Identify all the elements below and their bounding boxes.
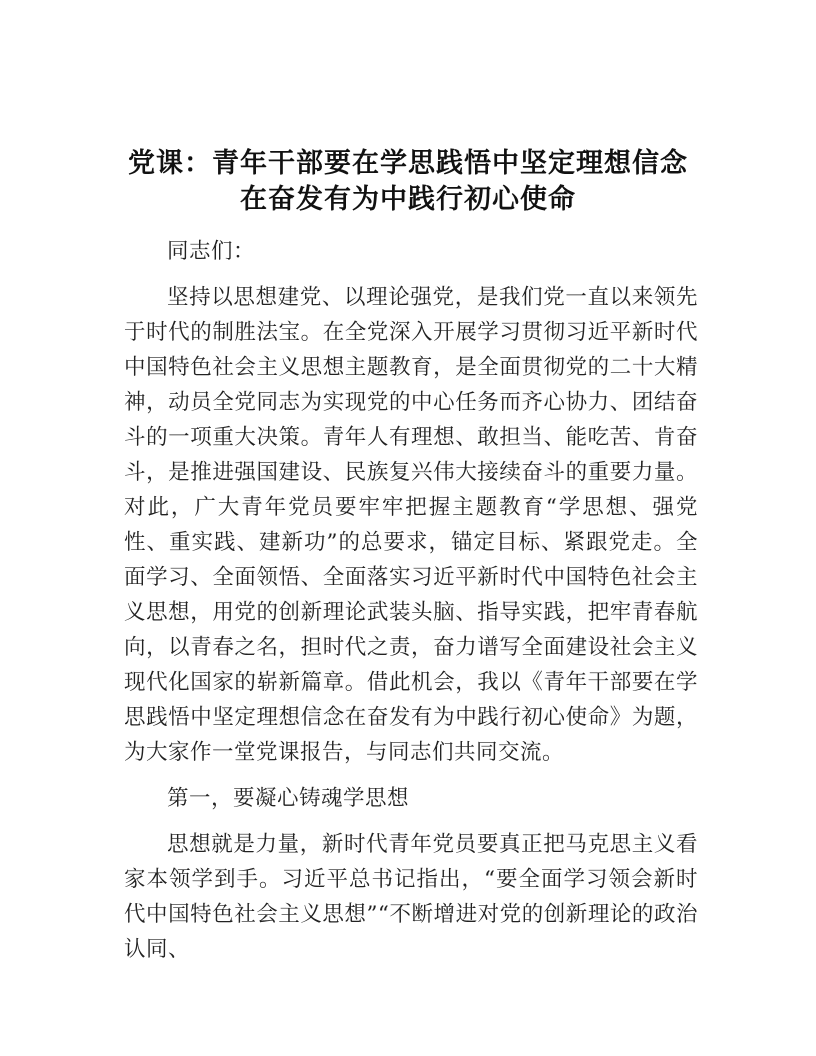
salutation: 同志们： [167, 239, 256, 264]
paragraph-first-section: 思想就是力量，新时代青年党员要真正把马克思主义看家本领学到手。习近平总书记指出，“要全面学习领会新时代中国特色社会主义思想”“不断增进对党的创新理论的政治认同、 [124, 832, 698, 962]
document-body [124, 234, 698, 967]
document-title-line-1: 党课：青年干部要在学思践悟中坚定理想信念 [128, 148, 688, 179]
document-title-line-2: 在奋发有为中践行初心使命 [240, 184, 576, 215]
section-heading-first: 第一，要凝心铸魂学思想 [167, 786, 410, 811]
paragraph-intro: 坚持以思想建党、以理论强党，是我们党一直以来领先于时代的制胜法宝。在全党深入开展学习贯彻习近平新时代中国特色社会主义思想主题教育，是全面贯彻党的二十大精神，动员全党同志为实现党的中心任务而齐心协力、团结奋斗的一项重大决策。青年人有理想、敢担当、能吃苦、肯奋斗，是推进强国建设、民族复兴伟大接续奋斗的重要力量。对此，广大青年党员要牢牢把握主题教育“学思想、强党性、重实践、建新功”的总要求，锚定目标、紧跟党走。全面学习、全面领悟、全面落实习近平新时代中国特色社会主义思想，用党的创新理论武装头脑、指导实践，把牢青春航向，以青春之名，担时代之责，奋力谱写全面建设社会主义现代化国家的崭新篇章。借此机会，我以《青年干部要在学思践悟中坚定理想信念在奋发有为中践行初心使命》为题，为大家作一堂党课报告，与同志们共同交流。 [124, 285, 698, 765]
